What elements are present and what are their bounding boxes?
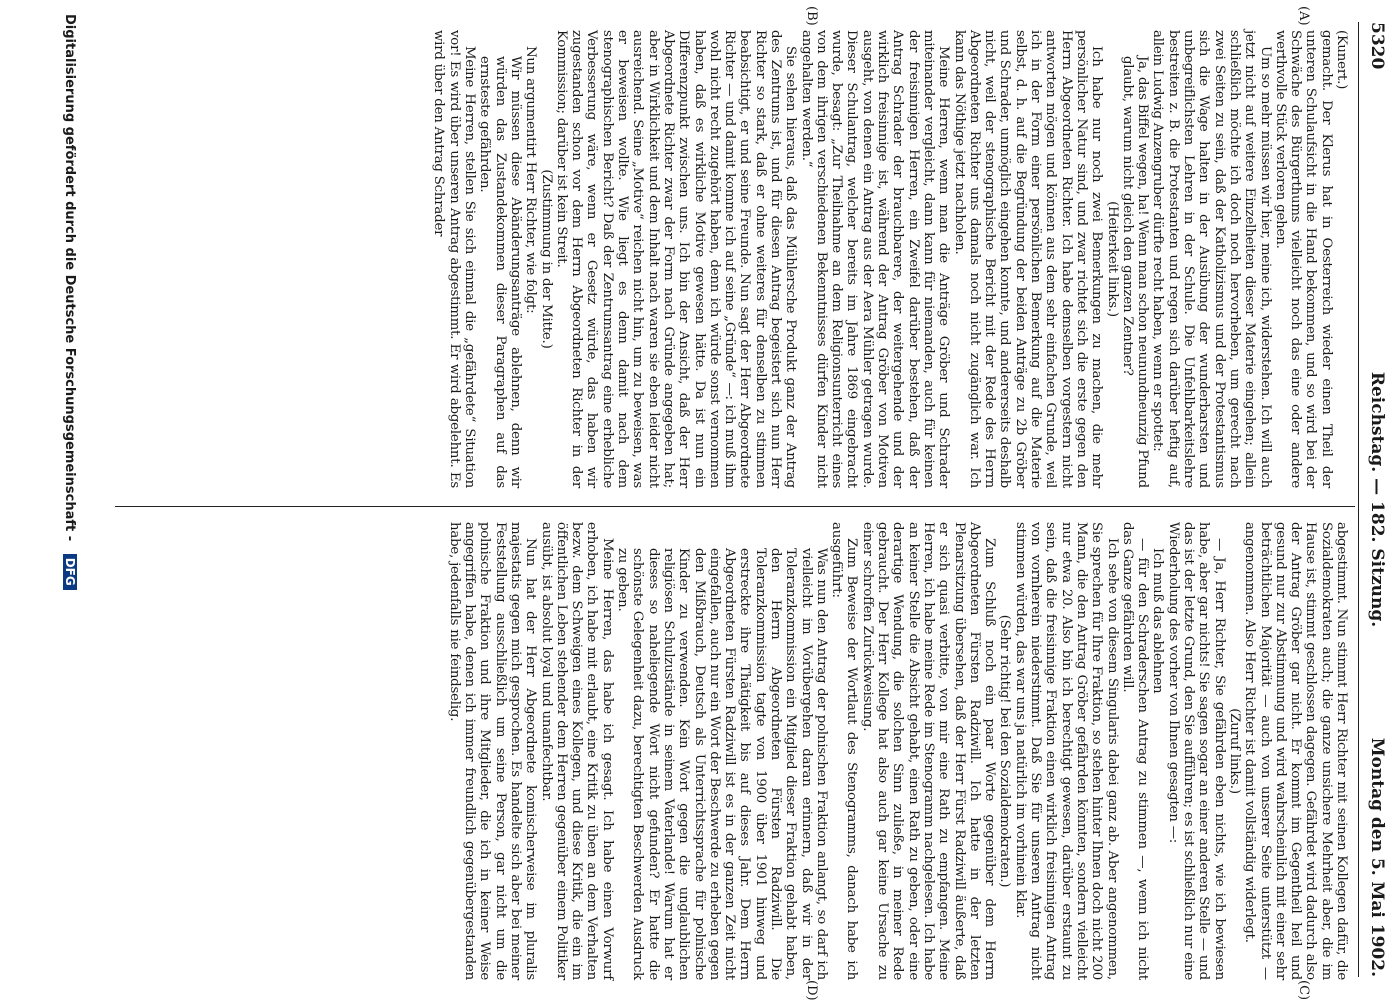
paragraph: (Kunert.) xyxy=(1334,30,1349,90)
paragraph: Ich sehe von diesem Singularis dabei ganz ab. Aber angenommen, Sie sprechen für Ihre Fraktion, so stehen hinter Ihnen doch nicht 200 Mann, die den Antrag Gröber gefährden könnten, sondern vielleicht nur etwa 20. Also bin ich berechtigt gewesen, darüber erstaunt zu sein, daß die freisinnige Fraktion einen wirklich freisinnigen Antrag von vornherein niederstimmt. Daß Sie für unseren Antrag nicht stimmen würden, das war uns ja natürlich im vorhinein klar. xyxy=(1012,522,1120,980)
quoted-passage: Ich muß das ablehnen xyxy=(1150,548,1166,694)
left-text-column xyxy=(431,30,1349,488)
page-number: 5320 xyxy=(1367,22,1387,70)
stage-direction: (Sehr richtig! bei den Sozialdemokraten.) xyxy=(997,614,1013,888)
digitization-footer xyxy=(55,14,77,994)
page-header xyxy=(1363,22,1389,977)
stage-direction: (Zustimmung in der Mitte.) xyxy=(538,169,554,349)
paragraph: Meine Herren, stellen Sie sich einmal die „gefährdete“ Situation vor! Es wird über unseren Antrag abgestimmt. Er wird abgelehnt. Es wird über den Antrag Schrader xyxy=(431,30,478,488)
margin-mark-d: (D) xyxy=(804,980,819,1001)
paragraph: Zum Schluß noch ein paar Worte gegenüber dem Herrn Abgeordneten Fürsten Radziwill. Ich hatte in der letzten Plenarsitzung übersehen, daß der Herr Fürst Radziwill äußerte, daß er sich quasi verbitte, von mir eine Rath zu empfangen. Meine Herren, ich habe meine Rede im Stenogramm nachgelesen. Ich habe an keiner Stelle die Absicht gehabt, einen Rath zu geben, oder eine derartige Wendung, die solchen Sinn zuließe, in meiner Rede gebraucht. Der Herr Kollege hat also auch gar keine Ursache zu einer schroffen Zurückweisung. xyxy=(859,522,998,980)
quoted-passage: Ja, das Biffel wegen, ha! Wenn man schon neunundneunzig Pfund glaubt, warum nicht gleich den ganzen Zentner? xyxy=(1119,56,1151,488)
paragraph: Meine Herren, das habe ich gesagt. Ich habe einen Vorwurf erhoben, ich habe mit erlaubt, eine Kritik zu üben an dem Verhalten bezw. dem Schweigen eines Kollegen, und diese Kritik, die ein im öffentlichen Leben stehender dem Herren gegenüber einem Politiker ausübt, ist absolut loyal und unanfechtbar. xyxy=(538,522,615,980)
dfg-logo: DFG xyxy=(63,554,77,590)
paragraph: Um so mehr müssen wir hier, meine ich, widerstehen. Ich will auch jetzt nicht auf weitere Einzelheiten dieser Materie eingehen; allein schließlich möchte ich doch noch hervorheben, um gerecht nach zwei Seiten zu sein, daß der Katholizismus und der Protestantismus sich die Wage halten in der Ausübung der wunderbarsten und unbegreiflichsten Lehren in der Schule. Die Unfehlbarkeitslehre bestreiten z. B. die Protestanten und regen sich darüber heftig auf, allein Ludwig Anzengruber dürfte recht haben, wenn er spottet: xyxy=(1150,30,1273,488)
margin-mark-c: (C) xyxy=(1296,980,1311,1001)
header-rule xyxy=(1358,22,1359,977)
header-title: Reichstag. — 182. Sitzung. xyxy=(1367,371,1387,628)
paragraph: — für den Schraderschen Antrag zu stimmen —, wenn ich nicht das Ganze gefährden will. xyxy=(1119,522,1151,980)
paragraph: Ich habe nur noch zwei Bemerkungen zu machen, die mehr persönlicher Natur sind, und zwar richtet sich die erste gegen den Herrn Abgeordneten Richter. Ich habe demselben vorgestern nicht antworten mögen und können aus dem sehr einfachen Grunde, weil ich in der Form einer persönlichen Bemerkung auf die Materie selbst, d. h. auf die Begründung der beiden Anträge zu 2b Gröber und Schrader, unmöglich eingehen konnte, und andererseits deshalb nicht, weil der stenographische Bericht mit der Rede des Herrn Abgeordneten Richter uns damals noch nicht zugänglich war. Ich kann das Nöthige jetzt nachholen. xyxy=(951,30,1105,488)
quoted-passage: Was nun den Antrag der polnischen Fraktion anlangt, so darf ich vielleicht im Vorübergehen daran erinnern, daß wir in der Toleranzkommission ein Mitglied dieser Fraktion gehabt haben, den Herrn Abgeordneten Fürsten Radziwill. Die Toleranzkommission tagte von 1900 über 1901 hinweg und erstreckte ihre Thätigkeit bis auf dieses Jahr. Dem Herrn Abgeordneten Fürsten Radziwill ist es in der ganzen Zeit nicht eingefallen, auch nur ein Wort der Beschwerde zu erheben gegen den Mißbrauch, Deutsch als Unterrichtssprache für polnische Kinder zu verwenden. Kein Wort gegen die unglaublichen religiösen Schulzustände in seinem Vaterlande! Warum hat er dieses so naheliegende Wort nicht gefunden? Er hatte die schönste Gelegenheit dazu, berechtigten Beschwerden Ausdruck zu geben. xyxy=(615,548,829,980)
page-content xyxy=(62,6,1389,1001)
paragraph: — Ja, Herr Richter, Sie gefährden eben nichts, wie ich bewiesen habe, aber gar nichts! Sie sagen sogar an einer anderen Stelle — und das ist der letzte Grund, den Sie aufführen; es ist schließlich nur eine Wiederholung des vorher von Ihnen gesagten —: xyxy=(1165,522,1227,980)
margin-mark-a: (A) xyxy=(1296,6,1311,26)
paragraph: Nun argumentirt Herr Richter, wie folgt: xyxy=(523,46,539,314)
column-divider xyxy=(115,506,1355,507)
quoted-passage: Wir müssen diese Abänderungsanträge ablehnen, denn wir würden das Zustandekommen dieser Paragraphen auf das ernsteste gefährden. xyxy=(477,56,523,488)
paragraph: Sie sehen hieraus, daß das Mühlersche Produkt ganz der Antrag des Zentrums ist, und für diesen Antrag begeistert sich nun Herr Richter so stark, daß er ohne weiteres für denselben zu stimmen beabsichtigt, er und seine Freunde. Nun sagt der Herr Abgeordnete Richter — und damit komme ich auf seine „Gründe“ —: ich muß ihm wohl nicht recht zugehört haben, denn ich würde sonst vernommen haben, daß es wirkliche Motive gewesen hätte. Da ist nun ein Differenzpunkt zwischen uns. Ich bin der Ansicht, daß der Herr Abgeordnete Richter zwar der Form nach Gründe angegeben hat; aber in Wirklichkeit und dem Inhalt nach waren sie eben leider nicht ausreichend. Seine „Motive“ reichen nicht hin, um zu beweisen, was er beweisen wollte. Wie liegt es denn damit nach dem stenographischen Bericht? Daß der Zentrumsantrag eine erhebliche Verbesserung wäre, wenn er Gesetz würde, das haben wir zugestanden schon vor dem Herrn Abgeordneten Richter in der Kommission; darüber ist kein Streit. xyxy=(553,30,799,488)
footer-text: Digitalisierung gefördert durch die Deutsche Forschungsgemeinschaft - xyxy=(62,14,77,542)
paragraph: abgestimmt. Nun stimmt Herr Richter mit seinen Kollegen dafür, die Sozialdemokraten auch; die ganze unsichere Mehrheit aber, die im Hause ist, stimmt geschlossen dagegen. Gefährdet wird dadurch also der Antrag Gröber gar nicht. Er kommt im Gegentheil heil und gesund nur zur Abstimmung und wird wahrscheinlich mit einer sehr beträchtlichen Majorität — auch von unserer Seite unterstützt — angenommen. Also Herr Richter ist damit vollständig widerlegt. xyxy=(1242,522,1349,980)
header-date: Montag den 5. Mai 1902. xyxy=(1367,737,1387,977)
paragraph: gemacht. Der Klerus hat in Oesterreich wieder einen Theil der unteren Schulaufsicht in die Hand bekommen, und so wird bei der Schwäche des Bürgerthums vielleicht noch das eine oder andere werthvolle Stück verloren gehen. xyxy=(1272,30,1334,488)
stage-direction: (Heiterkeit links.) xyxy=(1104,201,1120,317)
paragraph: Zum Beweise der Wortlaut des Stenogramms, danach habe ich ausgeführt: xyxy=(829,522,860,980)
margin-mark-b: (B) xyxy=(804,6,819,26)
right-text-column xyxy=(446,522,1349,980)
paragraph: Nun hat der Herr Abgeordnete komischerweise im pluralis majestatis gegen mich gesprochen. Es handelte sich aber bei meiner Feststellung ausschließlich um seine Person, gar nicht um die polnische Fraktion und ihre Mitglieder, die ich in keiner Weise angegriffen habe, denen ich immer freundlich gegenübergestanden habe, jedenfalls nie feindselig. xyxy=(446,522,539,980)
stage-direction: (Zuruf links.) xyxy=(1226,708,1242,794)
paragraph: Meine Herren, wenn man die Anträge Gröber und Schrader miteinander vergleicht, dann kann für niemanden, auch für keinen der freisinnigen Herren, ein Zweifel darüber bestehen, daß der Antrag Schrader der brauchbarere, der weitergehende und der wirklich freisinnige ist, während der Antrag Gröber von Motiven ausgeht, von denen ein Antrag aus der Aera Mühler getragen wurde. Dieser Schulantrag, welcher bereits im Jahre 1869 eingebracht wurde, besagt: „Zur Theilnahme an dem Religionsunterricht eines von dem ihrigen verschiedenen Bekenntnisses dürfen Kinder nicht angehalten werden.“ xyxy=(798,30,952,488)
